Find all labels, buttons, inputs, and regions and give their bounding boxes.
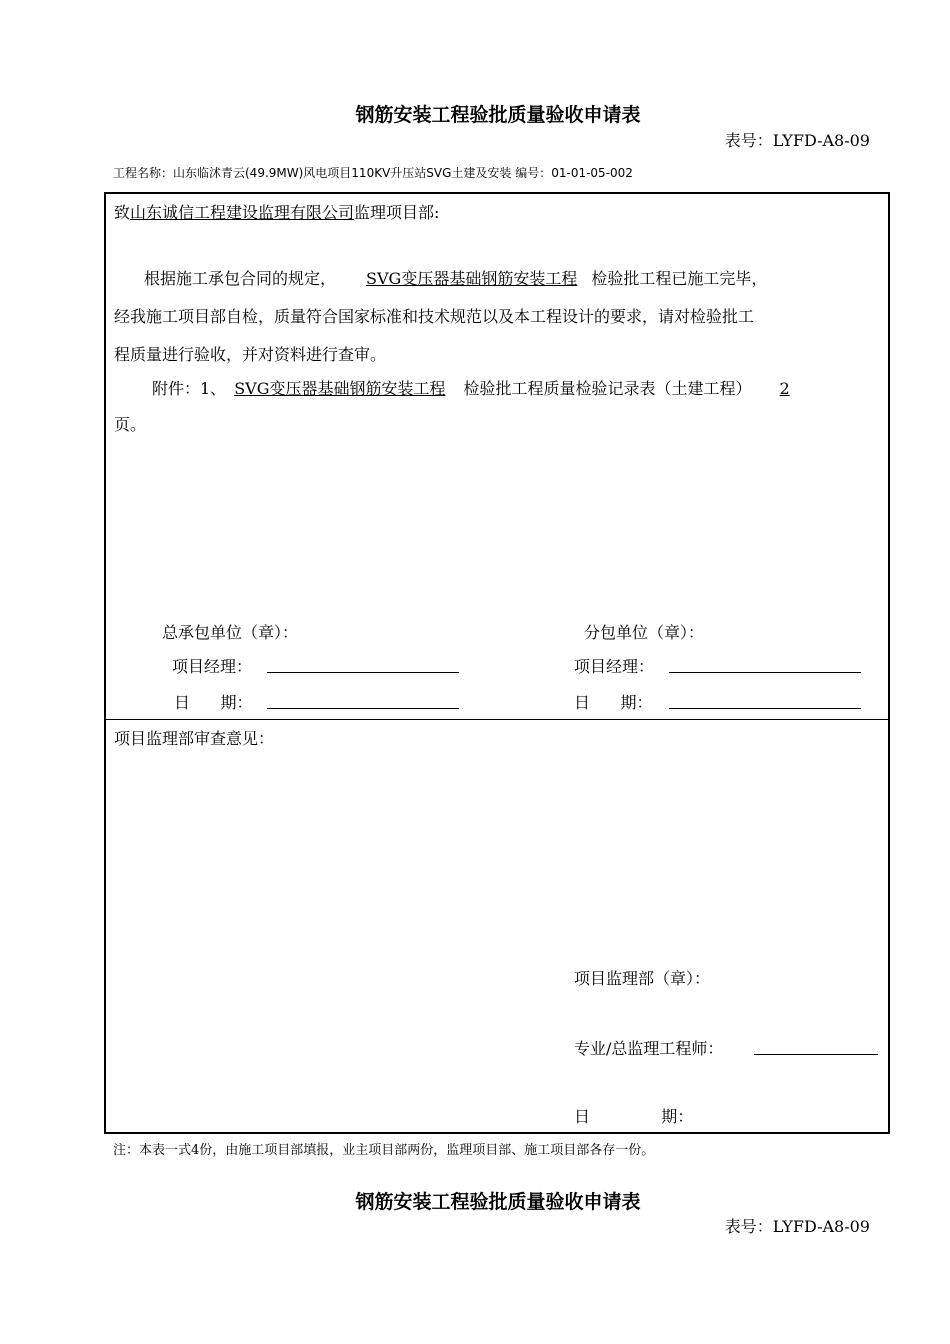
form-title: 钢筋安装工程验批质量验收申请表	[355, 104, 641, 126]
gc-date-label: 日 期：	[174, 693, 253, 712]
addressee-prefix: 致	[114, 203, 131, 222]
statement-line-1	[144, 266, 767, 289]
gc-manager-label: 项目经理：	[172, 657, 253, 676]
sub-manager-signature-field[interactable]	[669, 654, 861, 673]
attachment-record-name: 检验批工程质量检验记录表（土建工程）	[463, 379, 752, 398]
statement-line-2: 经我施工项目部自检，质量符合国家标准和技术规范以及本工程设计的要求，请对检验批工	[114, 307, 755, 326]
statement-prefix: 根据施工承包合同的规定，	[144, 269, 337, 288]
supervisor-company: 山东诚信工程建设监理有限公司	[130, 203, 355, 222]
inspection-item-name: SVG变压器基础钢筋安装工程	[366, 269, 578, 288]
section-divider	[106, 719, 888, 720]
gc-date-field[interactable]	[267, 690, 459, 709]
form-number: 表号：LYFD-A8-09	[724, 131, 870, 150]
attachment-line	[152, 376, 790, 399]
supervising-engineer-label: 专业/总监理工程师：	[574, 1039, 724, 1058]
next-form-number: 表号：LYFD-A8-09	[724, 1217, 870, 1236]
next-form-title: 钢筋安装工程验批质量验收申请表	[355, 1191, 641, 1213]
attachment-prefix: 附件：1、	[152, 379, 227, 398]
sub-manager-label: 项目经理：	[574, 657, 655, 676]
review-date-label: 日 期：	[574, 1107, 694, 1126]
sub-date-field[interactable]	[669, 690, 861, 709]
supervising-engineer-signature-field[interactable]	[754, 1036, 878, 1055]
attachment-item-name: SVG变压器基础钢筋安装工程	[234, 379, 446, 398]
addressee-suffix: 监理项目部:	[354, 203, 440, 222]
supervision-dept-seal-label: 项目监理部（章）：	[574, 969, 711, 988]
review-opinion-label: 项目监理部审查意见：	[114, 729, 275, 748]
attachment-page-unit: 页。	[114, 415, 147, 434]
application-box	[104, 192, 890, 1134]
gc-manager-signature-field[interactable]	[267, 654, 459, 673]
subcontractor-seal-label: 分包单位（章）：	[584, 623, 705, 642]
sub-date-label: 日 期：	[574, 693, 653, 712]
addressee-line	[114, 200, 439, 223]
general-contractor-seal-label: 总承包单位（章）：	[162, 623, 299, 642]
statement-suffix: 检验批工程已施工完毕，	[591, 269, 768, 288]
footnote: 注：本表一式4份，由施工项目部填报，业主项目部两份，监理项目部、施工项目部各存一份。	[113, 1143, 655, 1158]
statement-line-3: 程质量进行验收，并对资料进行查审。	[114, 345, 387, 364]
project-info-line: 工程名称：山东临沭青云(49.9MW)风电项目110KV升压站SVG土建及安装 编号：01-01-05-002	[113, 166, 633, 180]
attachment-page-count: 2	[779, 379, 790, 398]
